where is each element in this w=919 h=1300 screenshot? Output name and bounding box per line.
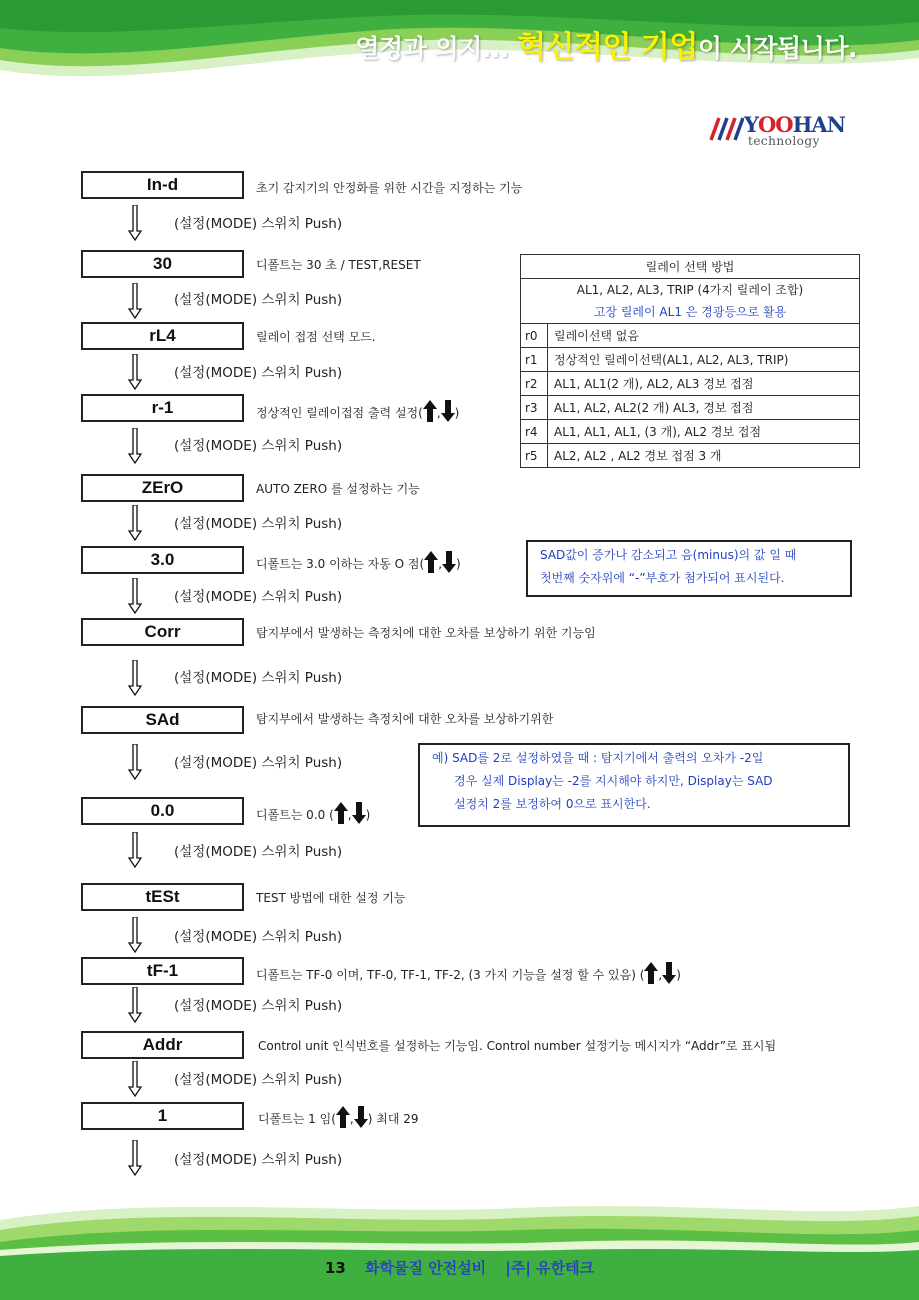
flow-arrow-icon	[128, 1061, 142, 1097]
table-row: r2 AL1, AL1(2 개), AL2, AL3 경보 접점	[521, 372, 860, 396]
mode-push-label: (설정(MODE) 스위치 Push)	[174, 1072, 343, 1088]
slogan-highlight: 혁신적인 기업	[517, 30, 698, 65]
page-number: 13	[324, 1259, 346, 1277]
mode-push-label: (설정(MODE) 스위치 Push)	[174, 670, 343, 686]
step-box-test: tESt	[81, 883, 244, 911]
step-box-r1: r-1	[81, 394, 244, 422]
flow-arrow-icon	[128, 505, 142, 541]
relay-table-note: 고장 릴레이 AL1 은 경광등으로 활용	[593, 305, 787, 319]
header-slogan: 열정과 의지... 혁신적인 기업이 시작됩니다.	[355, 30, 857, 65]
down-arrow-icon	[441, 400, 455, 422]
sad-example-note: 예) SAD를 2로 설정하였을 때 : 탐지기에서 출력의 오차가 -2일 경우 실제 Display는 -2를 지시해야 하지만, Display는 SAD 설정치 2를 보정하여 0으로 표시한다.	[418, 743, 850, 827]
step-box-tf1: tF-1	[81, 957, 244, 985]
step-box-sad: SAd	[81, 706, 244, 734]
up-arrow-icon	[424, 551, 438, 573]
logo-stripes-icon	[708, 114, 744, 142]
company-logo	[708, 112, 858, 152]
step-box-30: 30	[81, 250, 244, 278]
mode-push-label: (설정(MODE) 스위치 Push)	[174, 438, 343, 454]
mode-push-label: (설정(MODE) 스위치 Push)	[174, 755, 343, 771]
flow-arrow-icon	[128, 578, 142, 614]
footer-title: 화학물질 안전설비	[365, 1259, 487, 1277]
flow-arrow-icon	[128, 987, 142, 1023]
flow-arrow-icon	[128, 744, 142, 780]
down-arrow-icon	[442, 551, 456, 573]
table-row: r4 AL1, AL1, AL1, (3 개), AL2 경보 접점	[521, 420, 860, 444]
step-desc-r1: 정상적인 릴레이접점 출력 설정( , )	[256, 400, 459, 422]
step-box-addr: Addr	[81, 1031, 244, 1059]
table-row: r5 AL2, AL2 , AL2 경보 접점 3 개	[521, 444, 860, 468]
up-arrow-icon	[644, 962, 658, 984]
mode-push-label: (설정(MODE) 스위치 Push)	[174, 1152, 343, 1168]
step-box-1: 1	[81, 1102, 244, 1130]
mode-push-label: (설정(MODE) 스위치 Push)	[174, 365, 343, 381]
footer	[0, 1257, 919, 1278]
step-desc-tf1: 디폴트는 TF-0 이며, TF-0, TF-1, TF-2, (3 가지 기능을 설정 할 수 있음) ( , )	[256, 962, 681, 984]
up-arrow-icon	[336, 1106, 350, 1128]
flow-arrow-icon	[128, 283, 142, 319]
flow-arrow-icon	[128, 205, 142, 241]
step-box-zero: ZErO	[81, 474, 244, 502]
mode-push-label: (설정(MODE) 스위치 Push)	[174, 216, 343, 232]
minus-value-note: SAD값이 증가나 감소되고 음(minus)의 값 일 때 첫번째 숫자위에 “-”부호가 첨가되어 표시된다.	[526, 540, 852, 597]
mode-push-label: (설정(MODE) 스위치 Push)	[174, 589, 343, 605]
step-desc-ind: 초기 감지기의 안정화를 위한 시간을 지정하는 기능	[256, 181, 523, 195]
step-box-corr: Corr	[81, 618, 244, 646]
relay-table-subtitle-cell: AL1, AL2, AL3, TRIP (4가지 릴레이 조합) 고장 릴레이 AL1 은 경광등으로 활용	[521, 279, 860, 324]
relay-selection-table	[520, 254, 860, 468]
table-row: r3 AL1, AL2, AL2(2 개) AL3, 경보 접점	[521, 396, 860, 420]
mode-push-label: (설정(MODE) 스위치 Push)	[174, 998, 343, 1014]
step-box-ind: In-d	[81, 171, 244, 199]
flow-arrow-icon	[128, 428, 142, 464]
step-box-3-0: 3.0	[81, 546, 244, 574]
logo-wordmark: YOOHAN	[744, 112, 845, 137]
step-desc-30: 디폴트는 30 초 / TEST,RESET	[256, 258, 421, 272]
mode-push-label: (설정(MODE) 스위치 Push)	[174, 292, 343, 308]
footer-banner	[0, 1190, 919, 1300]
step-desc-zero: AUTO ZERO 를 설정하는 기능	[256, 482, 420, 496]
mode-push-label: (설정(MODE) 스위치 Push)	[174, 844, 343, 860]
down-arrow-icon	[352, 802, 366, 824]
step-desc-test: TEST 방법에 대한 설정 기능	[256, 891, 406, 905]
mode-push-label: (설정(MODE) 스위치 Push)	[174, 929, 343, 945]
up-arrow-icon	[423, 400, 437, 422]
down-arrow-icon	[662, 962, 676, 984]
step-desc-corr: 탐지부에서 발생하는 측정치에 대한 오차를 보상하기 위한 기능임	[256, 626, 596, 640]
table-row: r1 정상적인 릴레이선택(AL1, AL2, AL3, TRIP)	[521, 348, 860, 372]
logo-subtitle: technology	[748, 134, 820, 148]
step-desc-0-0: 디폴트는 0.0 ( , )	[256, 802, 370, 824]
table-row: r0 릴레이선택 없음	[521, 324, 860, 348]
flow-arrow-icon	[128, 917, 142, 953]
step-desc-sad: 탐지부에서 발생하는 측정치에 대한 오차를 보상하기위한	[256, 712, 554, 726]
flow-arrow-icon	[128, 1140, 142, 1176]
flow-arrow-icon	[128, 660, 142, 696]
relay-table-title: 릴레이 선택 방법	[521, 255, 860, 279]
up-arrow-icon	[334, 802, 348, 824]
step-box-rl4: rL4	[81, 322, 244, 350]
step-desc-3-0: 디폴트는 3.0 이하는 자동 O 점( , )	[256, 551, 461, 573]
flow-arrow-icon	[128, 354, 142, 390]
mode-push-label: (설정(MODE) 스위치 Push)	[174, 516, 343, 532]
step-desc-rl4: 릴레이 접점 선택 모드.	[256, 330, 376, 344]
step-box-0-0: 0.0	[81, 797, 244, 825]
footer-company: |주| 유한테크	[505, 1259, 595, 1277]
flow-arrow-icon	[128, 832, 142, 868]
down-arrow-icon	[354, 1106, 368, 1128]
step-desc-addr: Control unit 인식번호를 설정하는 기능임. Control number 설정기능 메시지가 “Addr”로 표시됨	[258, 1039, 777, 1053]
step-desc-1: 디폴트는 1 임( , ) 최대 29	[258, 1106, 419, 1128]
